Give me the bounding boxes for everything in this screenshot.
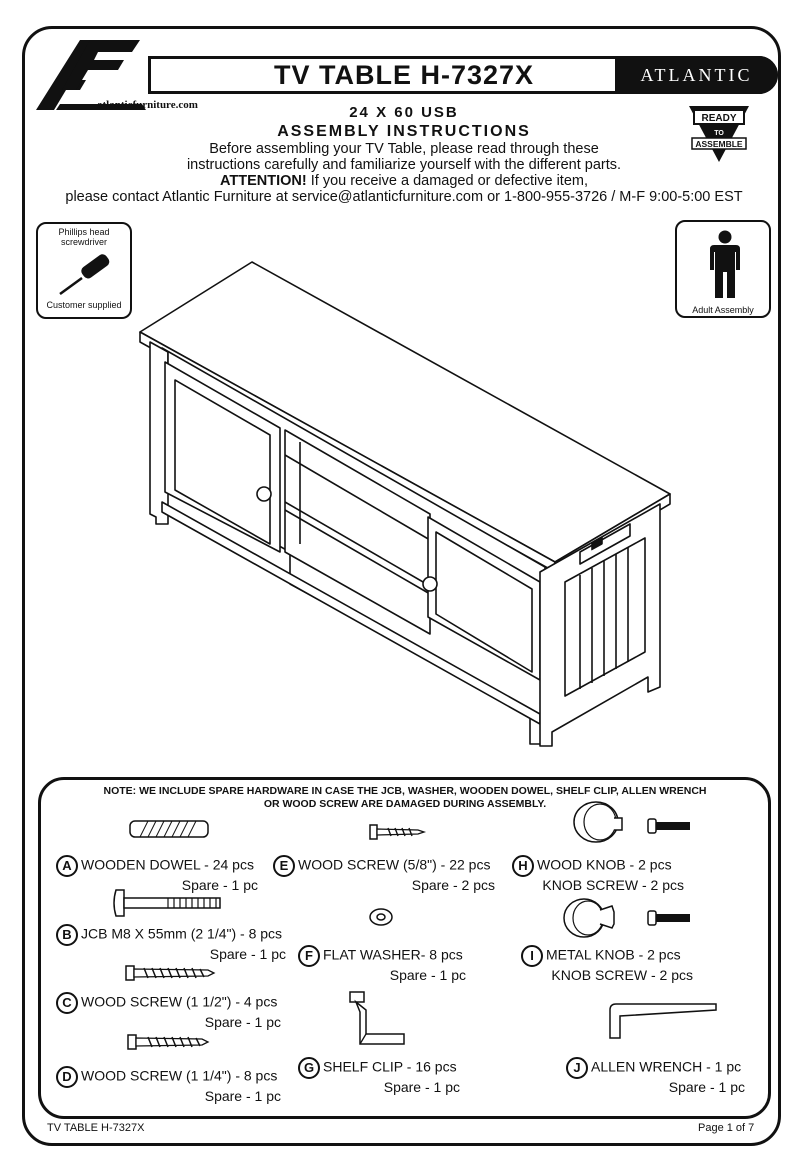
flat-washer-icon: [368, 906, 394, 928]
shelf-clip-icon: [346, 990, 408, 1046]
brand-label: ATLANTIC: [615, 56, 778, 94]
tv-table-illustration: [140, 262, 670, 746]
hardware-item-c: [56, 992, 281, 1031]
item-spare: Spare - 1 pc: [204, 1088, 281, 1104]
tool-box: [36, 222, 132, 319]
page-number: Page 1 of 7: [698, 1122, 755, 1134]
item-name: METAL KNOB - 2 pcs: [546, 946, 681, 963]
wood-knob-icon: [570, 800, 626, 848]
item-name: WOOD SCREW (5/8") - 22 pcs: [298, 856, 491, 873]
item-name: WOOD SCREW (1 1/4") - 8 pcs: [81, 1067, 278, 1084]
hardware-item-e: [273, 855, 495, 894]
item-letter: D: [56, 1066, 78, 1088]
item-spare: Spare - 1 pc: [181, 877, 258, 893]
item-name: FLAT WASHER- 8 pcs: [323, 946, 463, 963]
item-name: WOODEN DOWEL - 24 pcs: [81, 856, 254, 873]
assembly-heading: ASSEMBLY INSTRUCTIONS: [277, 123, 531, 140]
hardware-note-line-1: NOTE: WE INCLUDE SPARE HARDWARE IN CASE THE JCB, WASHER, WOODEN DOWEL, SHELF CLIP, ALLEN WRENCH: [103, 785, 707, 797]
hardware-item-d: [56, 1066, 281, 1105]
tool-label: Phillips head screwdriver: [58, 227, 110, 247]
item-spare: KNOB SCREW - 2 pcs: [551, 967, 693, 983]
item-spare: Spare - 1 pc: [204, 1014, 281, 1030]
badge-assemble: ASSEMBLE: [695, 139, 743, 149]
intro-line-3-text: If you receive a damaged or defective item,: [306, 173, 588, 189]
allen-wrench-icon: [606, 1002, 720, 1042]
item-letter: H: [512, 855, 534, 877]
intro-line-2: instructions carefully and familiarize yourself with the different parts.: [186, 157, 622, 173]
hardware-item-i: [521, 945, 693, 984]
hardware-item-b: [56, 924, 286, 963]
intro-line-3: [0, 173, 808, 189]
hardware-note-line-2: OR WOOD SCREW ARE DAMAGED DURING ASSEMBLY.: [263, 798, 547, 810]
hardware-item-f: [298, 945, 466, 984]
item-spare: Spare - 1 pc: [668, 1079, 745, 1095]
knob-screw-h-icon: [646, 817, 692, 835]
item-name: WOOD SCREW (1 1/2") - 4 pcs: [81, 993, 278, 1010]
tool-note: Customer supplied: [46, 300, 122, 310]
wood-screw-c-icon: [124, 962, 216, 984]
item-spare: KNOB SCREW - 2 pcs: [542, 877, 684, 893]
hardware-item-g: [298, 1057, 460, 1096]
item-letter: J: [566, 1057, 588, 1079]
person-icon: [709, 230, 741, 300]
badge-to: TO: [714, 130, 724, 137]
footer-product: TV TABLE H-7327X: [47, 1122, 145, 1134]
item-spare: Spare - 2 pcs: [411, 877, 495, 893]
item-letter: I: [521, 945, 543, 967]
adult-assembly-box: [675, 220, 771, 318]
screwdriver-icon: [56, 250, 116, 298]
product-size: 24 X 60 USB: [349, 104, 459, 121]
item-name: SHELF CLIP - 16 pcs: [323, 1058, 457, 1075]
intro-line-1: Before assembling your TV Table, please read through these: [209, 141, 599, 157]
item-letter: F: [298, 945, 320, 967]
item-letter: C: [56, 992, 78, 1014]
hardware-item-h: [512, 855, 684, 894]
item-letter: E: [273, 855, 295, 877]
item-spare: Spare - 1 pc: [209, 946, 286, 962]
item-name: JCB M8 X 55mm (2 1/4") - 8 pcs: [81, 925, 283, 942]
contact-line: please contact Atlantic Furniture at service@atlanticfurniture.com or 1-800-955-3726 / M-F 9:00-5:00 EST: [65, 189, 743, 205]
hardware-item-j: [566, 1057, 745, 1096]
hardware-item-a: [56, 855, 258, 894]
wooden-dowel-icon: [128, 818, 210, 840]
wood-screw-d-icon: [126, 1031, 210, 1053]
item-name: WOOD KNOB - 2 pcs: [537, 856, 672, 873]
site-url[interactable]: atlanticfurniture.com: [97, 99, 198, 111]
item-letter: B: [56, 924, 78, 946]
adult-assembly-label: Adult Assembly: [692, 305, 754, 315]
metal-knob-icon: [562, 894, 618, 942]
item-spare: Spare - 1 pc: [389, 967, 466, 983]
badge-ready: READY: [701, 113, 737, 124]
item-letter: A: [56, 855, 78, 877]
item-spare: Spare - 1 pc: [383, 1079, 460, 1095]
page-title: TV TABLE H-7327X: [274, 60, 535, 90]
item-name: ALLEN WRENCH - 1 pc: [591, 1058, 742, 1075]
attention-label: ATTENTION!: [219, 173, 307, 189]
knob-screw-i-icon: [646, 909, 692, 927]
wood-screw-e-icon: [368, 822, 426, 842]
item-letter: G: [298, 1057, 320, 1079]
